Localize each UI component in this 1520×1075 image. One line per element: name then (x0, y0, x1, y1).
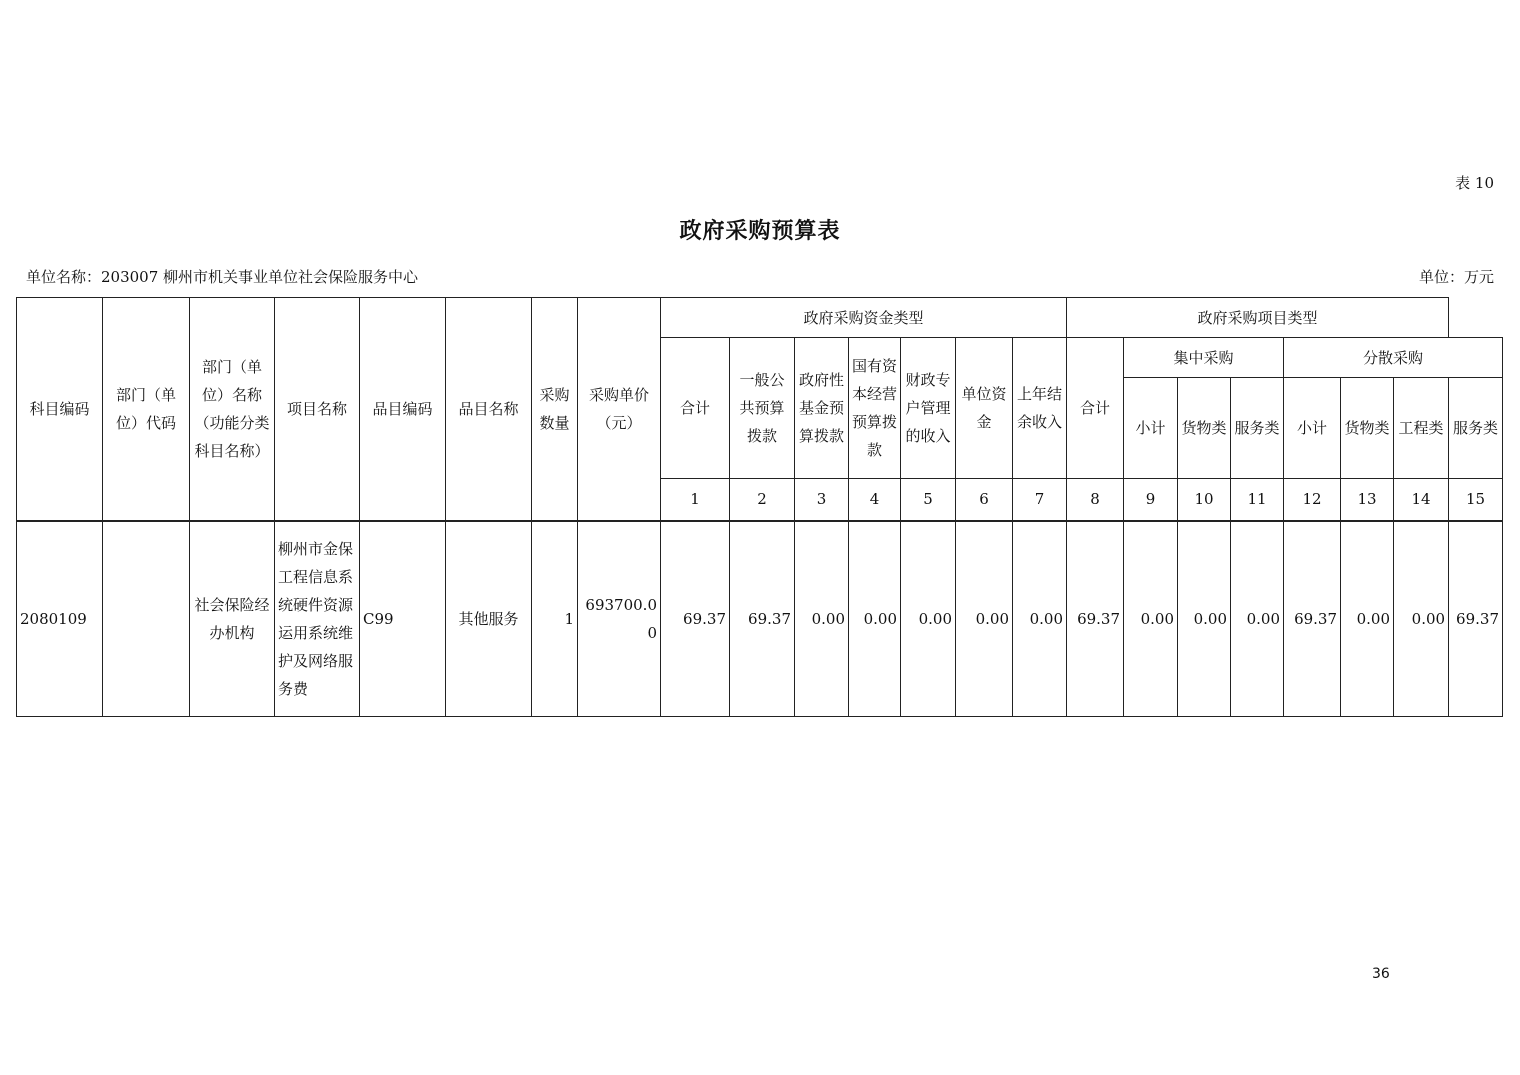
header-dispersed: 分散采购 (1284, 338, 1503, 378)
cell-value: 0.00 (956, 521, 1013, 717)
cell-dept-name: 社会保险经办机构 (190, 521, 275, 717)
procurement-budget-table (16, 297, 1503, 717)
table-number: 表 10 (1455, 174, 1494, 192)
header-item-code: 品目编码 (360, 298, 446, 521)
cell-unit-price: 693700.00 (578, 521, 661, 717)
col-number: 7 (1013, 479, 1067, 521)
header-unit-price: 采购单价（元） (578, 298, 661, 521)
header-project-name: 项目名称 (275, 298, 360, 521)
cell-value: 69.37 (1284, 521, 1341, 717)
page-number: 36 (1372, 966, 1390, 982)
cell-value: 0.00 (1013, 521, 1067, 717)
cell-value: 0.00 (1124, 521, 1178, 717)
unit-name: 单位名称：203007 柳州市机关事业单位社会保险服务中心 (26, 268, 419, 286)
header-fund-total: 合计 (661, 338, 730, 479)
col-number: 9 (1124, 479, 1178, 521)
cell-value: 0.00 (901, 521, 956, 717)
cell-dept-code (103, 521, 190, 717)
cell-value: 69.37 (661, 521, 730, 717)
header-item-name: 品目名称 (446, 298, 532, 521)
cell-quantity: 1 (532, 521, 578, 717)
col-number: 4 (849, 479, 901, 521)
cell-value: 0.00 (1394, 521, 1449, 717)
header-goods-dispersed: 货物类 (1341, 378, 1394, 479)
col-number: 2 (730, 479, 795, 521)
header-engineering-dispersed: 工程类 (1394, 378, 1449, 479)
col-number: 14 (1394, 479, 1449, 521)
cell-item-name: 其他服务 (446, 521, 532, 717)
unit-label: 单位：万元 (1418, 268, 1494, 286)
cell-value: 69.37 (1449, 521, 1503, 717)
document-title: 政府采购预算表 (679, 218, 841, 244)
header-last-year-balance: 上年结余收入 (1013, 338, 1067, 479)
header-dept-code: 部门（单位）代码 (103, 298, 190, 521)
header-centralized: 集中采购 (1124, 338, 1284, 378)
col-number: 11 (1231, 479, 1284, 521)
header-service-centralized: 服务类 (1231, 378, 1284, 479)
header-subject-code: 科目编码 (17, 298, 103, 521)
col-number: 15 (1449, 479, 1503, 521)
cell-project-name: 柳州市金保工程信息系统硬件资源运用系统维护及网络服务费 (275, 521, 360, 717)
header-unit-fund: 单位资金 (956, 338, 1013, 479)
cell-value: 0.00 (1231, 521, 1284, 717)
header-goods-centralized: 货物类 (1178, 378, 1231, 479)
col-number: 1 (661, 479, 730, 521)
header-proj-total: 合计 (1067, 338, 1124, 479)
col-number: 3 (795, 479, 849, 521)
header-state-capital: 国有资本经营预算拨款 (849, 338, 901, 479)
col-number: 13 (1341, 479, 1394, 521)
col-number: 6 (956, 479, 1013, 521)
col-number: 10 (1178, 479, 1231, 521)
cell-subject-code: 2080109 (17, 521, 103, 717)
col-number: 5 (901, 479, 956, 521)
header-quantity: 采购数量 (532, 298, 578, 521)
header-special-account: 财政专户管理的收入 (901, 338, 956, 479)
header-dept-name: 部门（单位）名称（功能分类科目名称） (190, 298, 275, 521)
cell-item-code: C99 (360, 521, 446, 717)
table-row (17, 521, 1503, 717)
col-number: 8 (1067, 479, 1124, 521)
header-gov-fund-budget: 政府性基金预算拨款 (795, 338, 849, 479)
header-service-dispersed: 服务类 (1449, 378, 1503, 479)
cell-value: 0.00 (795, 521, 849, 717)
header-project-group: 政府采购项目类型 (1067, 298, 1449, 338)
cell-value: 0.00 (849, 521, 901, 717)
header-subtotal-centralized: 小计 (1124, 378, 1178, 479)
cell-value: 69.37 (1067, 521, 1124, 717)
header-general-budget: 一般公共预算拨款 (730, 338, 795, 479)
col-number: 12 (1284, 479, 1341, 521)
header-subtotal-dispersed: 小计 (1284, 378, 1341, 479)
cell-value: 0.00 (1178, 521, 1231, 717)
cell-value: 0.00 (1341, 521, 1394, 717)
cell-value: 69.37 (730, 521, 795, 717)
header-fund-group: 政府采购资金类型 (661, 298, 1067, 338)
